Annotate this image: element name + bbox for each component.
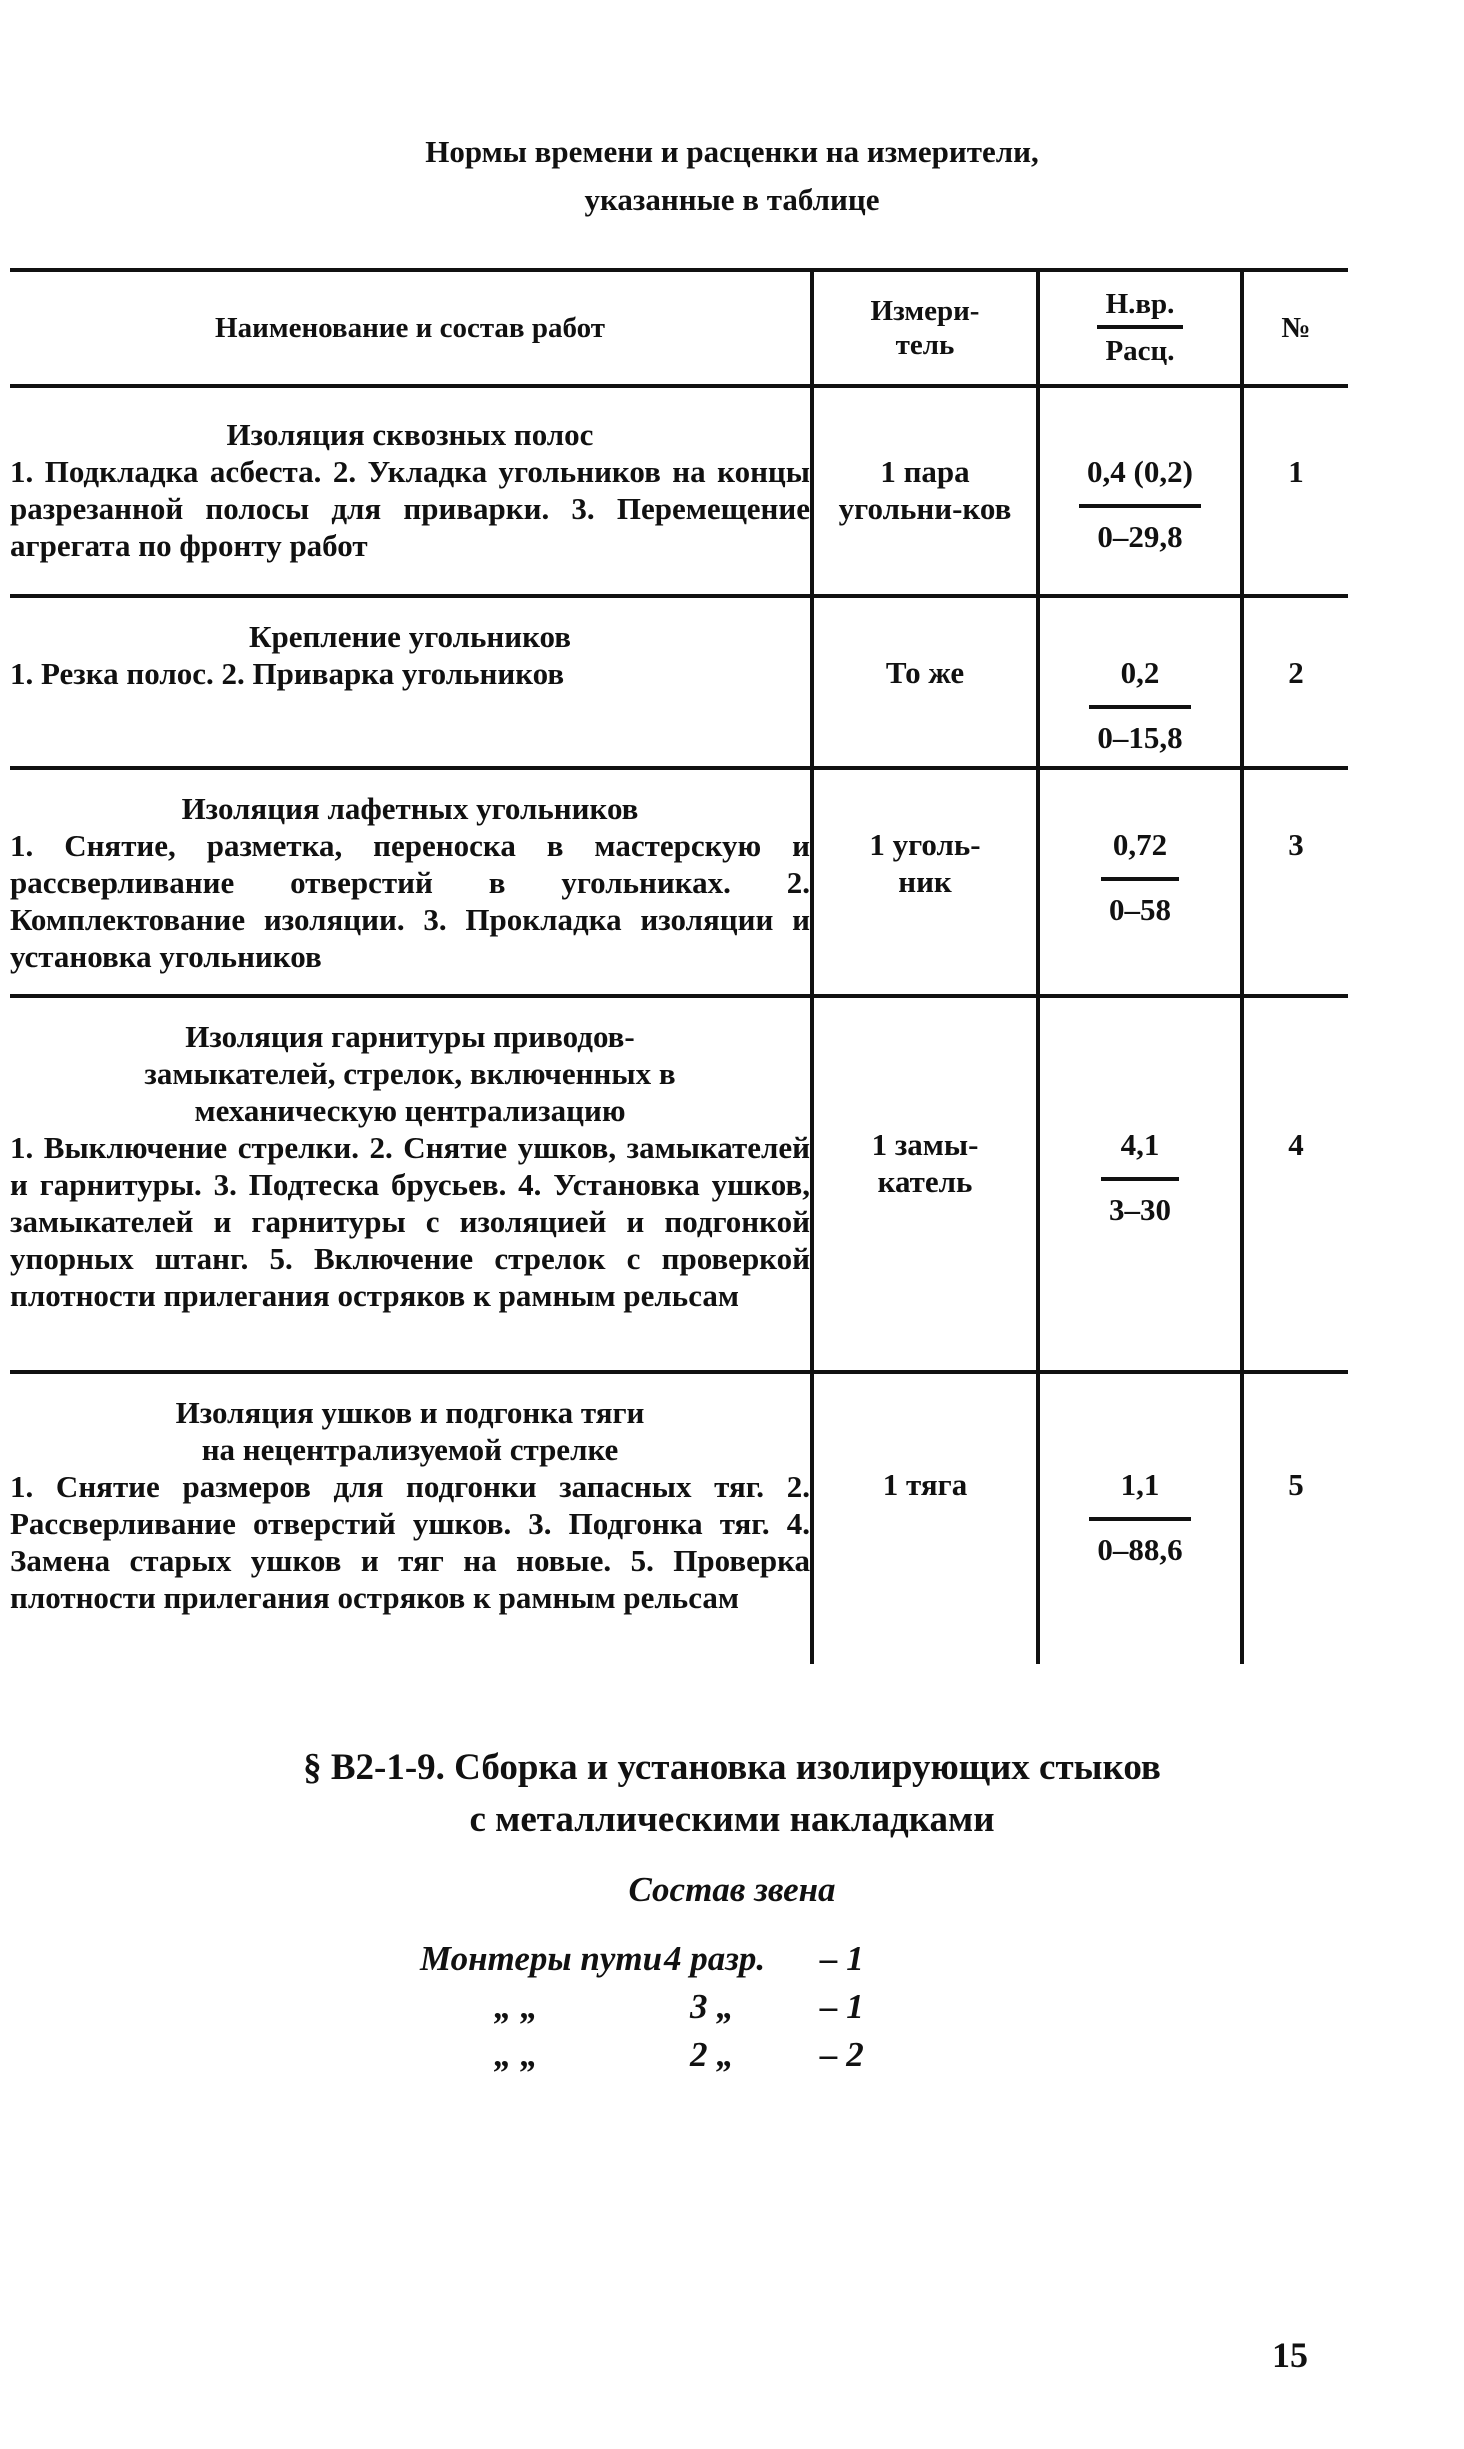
crew-grade: 2 „ — [690, 2035, 734, 2074]
crew-role: „ „ — [494, 2035, 538, 2074]
row-number: 2 — [1288, 655, 1304, 690]
crew-line — [420, 1983, 920, 2031]
row-heading: Изоляция сквозных полос — [226, 417, 594, 452]
row-rate-fraction — [1101, 1126, 1179, 1228]
row-rate: 3–30 — [1101, 1177, 1179, 1228]
row-rate: 0–15,8 — [1089, 705, 1190, 756]
crew-line — [420, 1935, 920, 1983]
header-rate-fraction — [1097, 286, 1182, 370]
crew-count: – 1 — [820, 1987, 864, 2026]
row-name-cell — [10, 996, 812, 1372]
table-row — [10, 768, 1348, 996]
crew-count: – 1 — [820, 1939, 864, 1978]
section-line-2: с металлическими накладками — [469, 1799, 995, 1840]
crew-count: – 2 — [820, 2035, 864, 2074]
header-row — [10, 270, 1348, 386]
row-number: 1 — [1288, 454, 1304, 489]
crew-list — [420, 1935, 920, 2079]
header-unit-line-2: тель — [895, 329, 955, 361]
row-name-cell — [10, 1372, 812, 1664]
table-row — [10, 1372, 1348, 1664]
header-number: № — [1281, 311, 1311, 344]
row-heading: Изоляция ушков и подгонка тяги на нецентрализуемой стрелке — [175, 1395, 645, 1467]
row-rate-fraction — [1089, 654, 1190, 756]
crew-title: Состав звена — [628, 1870, 836, 1909]
page-title — [0, 128, 1464, 224]
header-rate — [1038, 270, 1242, 386]
crew-grade: 4 разр. — [664, 1939, 766, 1978]
row-heading: Крепление угольников — [248, 619, 572, 654]
row-number: 5 — [1288, 1467, 1304, 1502]
row-rate-fraction — [1079, 453, 1201, 555]
row-rate: 0–29,8 — [1079, 504, 1201, 555]
row-name-cell — [10, 596, 812, 768]
row-name-cell — [10, 386, 812, 596]
row-heading: Изоляция гарнитуры приводов-замыкателей, стрелок, включенных в механическую централизацию — [144, 1019, 676, 1128]
title-line-2: указанные в таблице — [584, 182, 880, 217]
row-norm: 1,1 — [1120, 1467, 1160, 1502]
table-body — [10, 386, 1348, 1664]
row-description: 1. Резка полос. 2. Приварка угольников — [10, 656, 565, 691]
section-line-1: § В2-1-9. Сборка и установка изолирующих стыков — [303, 1747, 1161, 1788]
row-rate-fraction — [1101, 826, 1179, 928]
row-heading: Изоляция лафетных угольников — [181, 791, 639, 826]
row-rate-cell — [1038, 596, 1242, 768]
page-number: 15 — [1272, 2335, 1308, 2375]
section-heading — [0, 1742, 1464, 1846]
header-rate-bottom: Расц. — [1097, 325, 1182, 370]
row-rate: 0–88,6 — [1089, 1517, 1190, 1568]
norms-table — [10, 268, 1348, 1664]
row-norm: 0,72 — [1112, 827, 1168, 862]
header-unit-line-1: Измери- — [870, 295, 980, 327]
header-name: Наименование и состав работ — [10, 270, 812, 386]
row-rate: 0–58 — [1101, 877, 1179, 928]
row-unit: То же — [812, 596, 1038, 768]
table-row — [10, 596, 1348, 768]
row-name-cell — [10, 768, 812, 996]
row-number: 4 — [1288, 1127, 1304, 1162]
header-unit — [812, 270, 1038, 386]
row-norm: 0,4 (0,2) — [1087, 454, 1193, 489]
row-rate-cell — [1038, 768, 1242, 996]
row-unit: 1 замы-катель — [812, 996, 1038, 1372]
row-description: 1. Снятие размеров для подгонки запасных тяг. 2. Рассверливание отверстий ушков. 3. Подгонка тяг. 4. Замена старых ушков и тяг на новые. 5. Проверка плотности прилегания остряков к рамным рельсам — [10, 1469, 810, 1615]
row-unit: 1 пара угольни-ков — [812, 386, 1038, 596]
table-header — [10, 270, 1348, 386]
row-unit: 1 тяга — [812, 1372, 1038, 1664]
row-norm: 4,1 — [1120, 1127, 1160, 1162]
row-rate-fraction — [1089, 1466, 1190, 1568]
table-row — [10, 996, 1348, 1372]
header-rate-top: Н.вр. — [1105, 288, 1175, 320]
row-description: 1. Выключение стрелки. 2. Снятие ушков, замыкателей и гарнитуры. 3. Подтеска брусьев. 4. Установка ушков, замыкателей и гарнитуры с изоляцией и подгонкой упорных штанг. 5. Включение стрелок с проверкой плотности прилегания остряков к рамным рельсам — [10, 1130, 810, 1313]
row-unit: 1 уголь-ник — [812, 768, 1038, 996]
crew-role: „ „ — [494, 1987, 538, 2026]
row-description: 1. Снятие, разметка, переноска в мастерскую и рассверливание отверстий в угольниках. 2. Комплектование изоляции. 3. Прокладка изоляции и установка угольников — [10, 828, 810, 974]
crew-role: Монтеры пути — [420, 1939, 663, 1978]
crew-line — [420, 2031, 920, 2079]
row-number: 3 — [1288, 827, 1304, 862]
title-line-1: Нормы времени и расценки на измерители, — [425, 134, 1039, 169]
crew-grade: 3 „ — [690, 1987, 734, 2026]
row-rate-cell — [1038, 1372, 1242, 1664]
table-row — [10, 386, 1348, 596]
row-rate-cell — [1038, 386, 1242, 596]
row-norm: 0,2 — [1120, 655, 1160, 690]
row-description: 1. Подкладка асбеста. 2. Укладка угольников на концы разрезанной полосы для приварки. 3. Перемещение агрегата по фронту работ — [10, 454, 810, 563]
row-rate-cell — [1038, 996, 1242, 1372]
